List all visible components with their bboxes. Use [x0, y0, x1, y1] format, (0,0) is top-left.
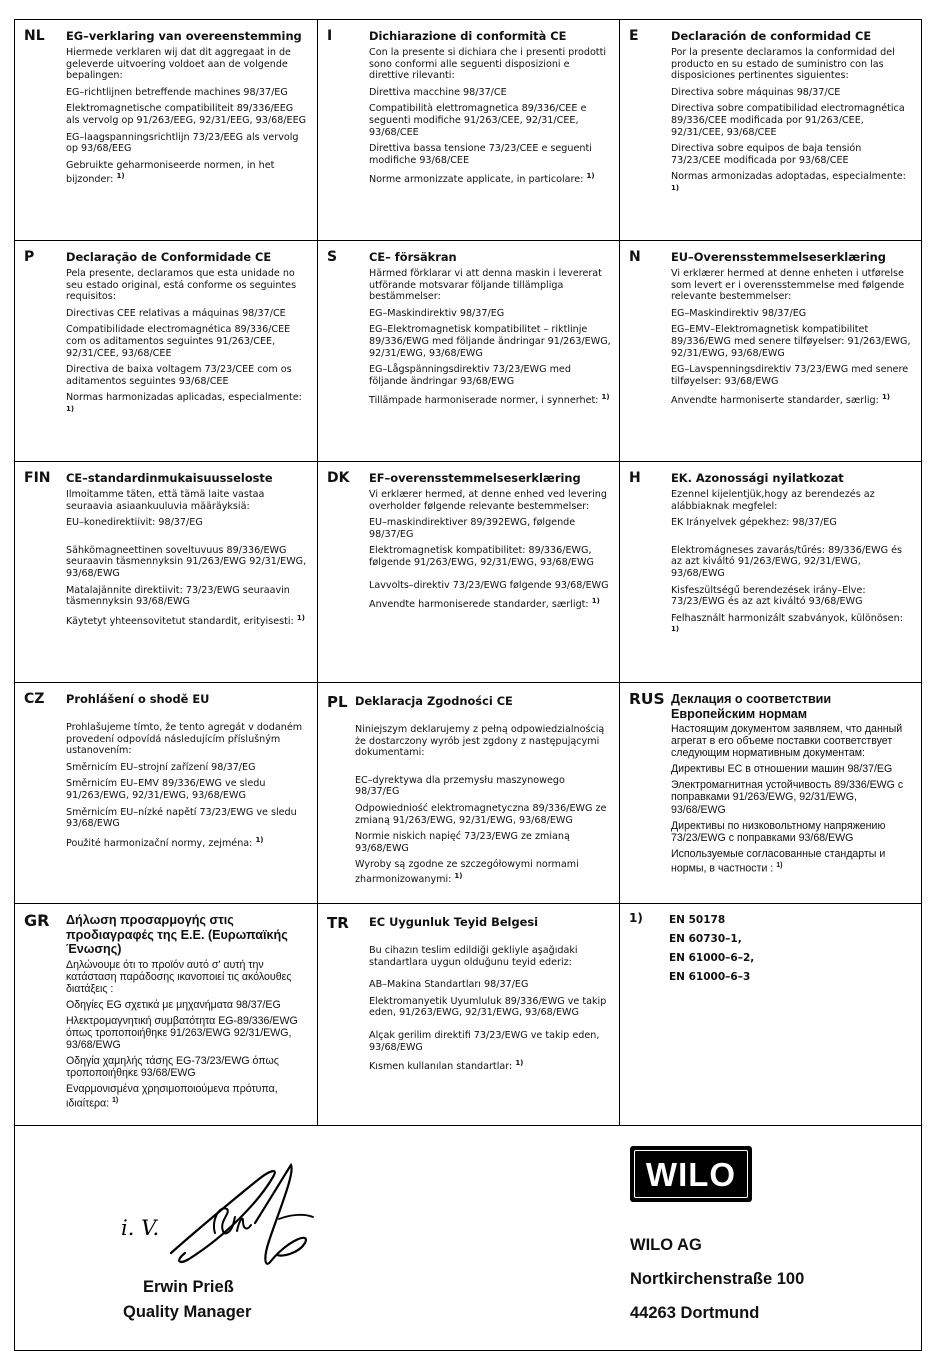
- directive-low-voltage: EG–laagspanningsrichtlijn 73/23/EEG als vervolg op 93/68/EEG: [66, 131, 299, 155]
- directive-low-voltage: Direttiva bassa tensione 73/23/CEE e seguenti modifiche 93/68/CEE: [369, 143, 592, 166]
- directive-machines: EU–maskindirektiver 89/392EWG, følgende 98/37/EG: [369, 517, 576, 540]
- directive-emc: Ηλεκτρομαγνητική συμβατότητα EG-89/336/EWG όπως τροποποιήθηκε 91/263/EWG 92/31/EWG, 93/68/EWG: [66, 1014, 298, 1052]
- cell-fin: [15, 462, 318, 683]
- company-city: 44263 Dortmund: [630, 1304, 760, 1322]
- directive-machines: EK Irányelvek gépekhez: 98/37/EG: [671, 517, 837, 529]
- footnote-ref: 1): [586, 172, 595, 181]
- cell-h: [620, 462, 921, 683]
- directive-emc: Elektromanyetik Uyumluluk 89/336/EWG ve takip eden, 91/263/EWG, 92/31/EWG, 93/68/EWG: [369, 995, 607, 1019]
- directive-machines: AB–Makina Standartları 98/37/EG: [369, 979, 529, 991]
- language-code: RUS: [629, 690, 665, 708]
- declaration-title: Declaração de Conformidade CE: [66, 250, 272, 264]
- footnote-ref: 1): [116, 172, 125, 181]
- directive-machines: EG–richtlijnen betreffende machines 98/37/EG: [66, 86, 288, 98]
- harmonized-standards: Используемые согласованные стандарты и нормы, в частности : $^{1)}$: [671, 847, 886, 875]
- declaration-title: EU–Overensstemmelseserklæring: [671, 250, 886, 264]
- declaration-title: Dichiarazione di conformità CE: [369, 29, 567, 43]
- standard-en-50178: EN 50178: [669, 914, 726, 926]
- intro-text: Hiermede verklaren wij dat dit aggregaat in de geleverde uitvoering voldoet aan de volgende bepalingen:: [66, 47, 291, 82]
- directive-emc: Směrnicím EU–EMV 89/336/EWG ve sledu 91/263/EWG, 92/31/EWG, 93/68/EWG: [66, 778, 266, 801]
- declaration-title: EK. Azonossági nyilatkozat: [671, 471, 844, 485]
- directive-low-voltage: Οδηγία χαμηλής τάσης EG-73/23/EWG όπως τροποποιήθηκε 93/68/EWG: [66, 1055, 279, 1080]
- harmonized-standards: Gebruikte geharmoniseerde normen, in het bijzonder: $^{1)}$: [66, 159, 275, 186]
- language-code: NL: [24, 28, 45, 44]
- declaration-title: CE–standardinmukaisuusseloste: [66, 471, 273, 485]
- directive-low-voltage: Normie niskich napięć 73/23/EWG ze zmianą 93/68/EWG: [355, 831, 570, 854]
- cell-pl: [318, 683, 620, 904]
- standard-en-61000-6-2: EN 61000–6–2,: [669, 952, 755, 964]
- directive-emc: Электромагнитная устойчивость 89/336/EWG с поправками 91/263/EWG, 92/31/EWG, 93/68/EWG: [671, 779, 904, 816]
- logo-text: WILO: [645, 1155, 737, 1193]
- cell-dk: [318, 462, 620, 683]
- cell-tr: [318, 904, 620, 1126]
- footnote-ref: 1): [601, 393, 610, 402]
- footnote-ref: 1): [776, 861, 783, 869]
- language-code: TR: [327, 914, 349, 932]
- harmonized-standards: Wyroby są zgodne ze szczegółowymi normami zharmonizowanymi: $^{1)}$: [355, 859, 579, 886]
- language-code: PL: [327, 693, 348, 711]
- directive-low-voltage: EG–Lavspenningsdirektiv 73/23/EWG med senere tilføyelser: 93/68/EWG: [671, 364, 909, 387]
- harmonized-standards: Anvendte harmoniserede standarder, særligt: $^{1)}$: [369, 597, 600, 611]
- cell-s: [318, 241, 620, 462]
- footnote-ref: 1): [112, 1097, 119, 1105]
- directive-low-voltage: EG–Lågspänningsdirektiv 73/23/EWG med följande ändringar 93/68/EWG: [369, 364, 571, 387]
- directive-low-voltage: Kisfeszültségű berendezések irány–Elve: 73/23/EWG és az azt kiváltó 93/68/EWG: [671, 584, 866, 608]
- directive-emc: Compatibilità elettromagnetica 89/336/CEE e seguenti modifiche 91/263/CEE, 92/31/CEE, 93/68/CEE: [369, 103, 587, 138]
- footnote-ref: 1): [66, 404, 75, 413]
- footnote-ref: 1): [881, 393, 891, 402]
- intro-text: Настоящим документом заявляем, что данный агрегат в его объеме поставки соответствует следующим нормативным документам:: [671, 723, 903, 760]
- directive-machines: Οδηγίες EG σχετικά με μηχανήματα 98/37/EG: [66, 998, 281, 1011]
- language-code: N: [629, 249, 641, 265]
- standard-en-60730-1: EN 60730–1,: [669, 933, 742, 945]
- directive-machines: Директивы EC в отношении машин 98/37/EG: [671, 763, 893, 776]
- signer-name: Erwin Prieß: [143, 1278, 234, 1296]
- directive-emc: Elektromagnetisk kompatibilitet: 89/336/EWG, følgende 91/263/EWG, 92/31/EWG, 93/68/EWG: [369, 545, 594, 568]
- intro-text: Ilmoitamme täten, että tämä laite vastaa seuraavia asiaankuuluvia määräyksiä:: [66, 489, 265, 512]
- intro-text: Vi erklærer hermed, at denne enhed ved levering overholder følgende relevante bestemmelser:: [369, 489, 607, 512]
- harmonized-standards: Normas armonizadas adoptadas, especialmente: $^{1)}$: [671, 171, 906, 192]
- wilo-logo: [630, 1146, 752, 1202]
- harmonized-standards: Εναρμονισμένα χρησιμοποιούμενα πρότυπα, ιδιαίτερα: $^{1)}$: [66, 1083, 278, 1110]
- directive-emc: Compatibilidade electromagnética 89/336/CEE com os aditamentos seguintes 91/263/CEE, 92/31/CEE, 93/68/CEE: [66, 324, 291, 359]
- cell-standards-footnote: [620, 904, 921, 1126]
- language-code: GR: [24, 911, 50, 930]
- directive-emc: EG–EMV–Elektromagnetisk kompatibilitet 89/336/EWG med senere tilføyelser: 91/263/EWG, 92/31/EWG, 93/68/EWG: [671, 324, 911, 359]
- directive-emc: Sähkömagneettinen soveltuvuus 89/336/EWG seuraavin täsmennyksin 91/263/EWG 92/31/EWG, 93/68/EWG: [66, 544, 307, 579]
- harmonized-standards: Norme armonizzate applicate, in particolare: $^{1)}$: [369, 172, 595, 186]
- cell-e: [620, 20, 921, 241]
- footnote-ref: 1): [454, 871, 463, 880]
- language-code: FIN: [24, 470, 51, 486]
- directive-emc: Odpowiedniość elektromagnetyczna 89/336/EWG ze zmianą 91/263/EWG, 92/31/EWG, 93/68/EWG: [355, 802, 607, 826]
- footnote-ref: 1): [671, 625, 680, 634]
- cell-i: [318, 20, 620, 241]
- cell-rus: [620, 683, 921, 904]
- signature-footer: [15, 1126, 921, 1350]
- intro-text: Härmed förklarar vi att denna maskin i levererat utförande motsvarar följande tillämpliga bestämmelser:: [369, 268, 602, 303]
- directive-low-voltage: Directiva sobre equipos de baja tensión 73/23/CEE modificada por 93/68/CEE: [671, 143, 862, 166]
- intro-text: Niniejszym deklarujemy z pełną odpowiedzialnością że dostarczony wyrób jest zgdony z następującymi dokumentami:: [355, 724, 605, 759]
- footnote-ref: 1): [591, 597, 600, 606]
- language-code: I: [327, 28, 333, 44]
- language-code: S: [327, 249, 338, 265]
- directive-machines: Směrnicím EU–strojní zařízení 98/37/EG: [66, 761, 256, 773]
- declaration-title: EC Uygunluk Teyid Belgesi: [369, 915, 539, 929]
- footnote-ref: 1): [515, 1059, 524, 1068]
- directive-low-voltage: Alçak gerilim direktifi 73/23/EWG ve takip eden, 93/68/EWG: [369, 1029, 600, 1053]
- directive-emc: Elektromágneses zavarás/tűrés: 89/336/EWG és az azt kiváltó 91/263/EWG, 92/31/EWG, 93/68/EWG: [671, 544, 902, 579]
- directive-low-voltage: Директивы по низковольтному напряжению 73/23/EWG с поправками 93/68/EWG: [671, 819, 886, 844]
- harmonized-standards: Käytetyt yhteensovitetut standardit, erityisesti: $^{1)}$: [66, 613, 305, 627]
- cell-cz: [15, 683, 318, 904]
- declaration-title: Prohlášení o shodě EU: [66, 692, 210, 706]
- intro-text: Δηλώνουμε ότι το προϊόν αυτό σ' αυτή την κατάσταση παράδοσης ικανοποιεί τις ακόλουθες διατάξεις :: [66, 958, 292, 995]
- language-code: P: [24, 249, 35, 265]
- declaration-sheet: [14, 19, 922, 1351]
- cell-n: [620, 241, 921, 462]
- language-grid: [15, 20, 921, 1126]
- intro-text: Con la presente si dichiara che i presenti prodotti sono conformi alle seguenti disposizioni e direttive rilevanti:: [369, 47, 606, 82]
- cell-gr: [15, 904, 318, 1126]
- declaration-title: Deklaracja Zgodności CE: [355, 694, 513, 708]
- declaration-title: Деклация о соответствии Европейским нормам: [671, 692, 832, 721]
- handwritten-signature: [119, 1161, 329, 1271]
- directive-machines: Directiva sobre máquinas 98/37/CE: [671, 86, 841, 98]
- harmonized-standards: Normas harmonizadas aplicadas, especialmente: $^{1)}$: [66, 392, 302, 413]
- directive-low-voltage: Lavvolts–direktiv 73/23/EWG følgende 93/68/EWG: [369, 579, 609, 591]
- directive-machines: Direttiva macchine 98/37/CE: [369, 86, 507, 98]
- harmonized-standards: Felhasznált harmonizált szabványok, különösen: $^{1)}$: [671, 612, 903, 634]
- standard-en-61000-6-3: EN 61000–6–3: [669, 971, 751, 983]
- footnote-ref: 1): [255, 835, 264, 844]
- directive-emc: EG–Elektromagnetisk kompatibilitet – riktlinje 89/336/EWG med följande ändringar 91/263/EWG, 92/31/EWG, 93/68/EWG: [369, 324, 611, 359]
- directive-emc: Elektromagnetische compatibiliteit 89/336/EEG als vervolg op 91/263/EEG, 92/31/EEG, 93/68/EEG: [66, 103, 307, 126]
- cell-p: [15, 241, 318, 462]
- language-code: E: [629, 28, 639, 44]
- intro-text: Por la presente declaramos la conformidad del producto en su estado de suministro con las disposiciones pertinentes siguientes:: [671, 47, 895, 82]
- language-code: DK: [327, 470, 350, 486]
- declaration-title: EF–overensstemmelseserklæring: [369, 471, 581, 485]
- cell-nl: [15, 20, 318, 241]
- footnote-marker: 1): [629, 911, 643, 925]
- intro-text: Bu cihazın teslim edildiği gekliyle aşağıdaki standartlara uygun olduğunu teyid ederiz:: [369, 945, 578, 968]
- directive-machines: Directivas CEE relativas a máquinas 98/37/CE: [66, 307, 286, 319]
- language-code: CZ: [24, 691, 45, 707]
- directive-emc: Directiva sobre compatibilidad electromagnética 89/336/CEE modificada por 91/263/CEE, 92/31/CEE, 93/68/CEE: [671, 103, 905, 138]
- directive-machines: EC–dyrektywa dla przemysłu maszynowego 98/37/EG: [355, 774, 565, 798]
- intro-text: Vi erklærer hermed at denne enheten i utførelse som levert er i overensstemmelse med følgende relevante bestemmelser:: [671, 268, 905, 303]
- declaration-title: Declaración de conformidad CE: [671, 29, 872, 43]
- directive-low-voltage: Matalajännite direktiivit: 73/23/EWG seuraavin täsmennyksin 93/68/EWG: [66, 584, 290, 608]
- signature-prefix: i. V.: [121, 1216, 160, 1240]
- company-name: WILO AG: [630, 1236, 702, 1254]
- directive-machines: EU–konedirektiivit: 98/37/EG: [66, 517, 203, 529]
- declaration-title: Δήλωση προσαρμογής στις προδιαγραφές της Ε.Ε. (Ευρωπαϊκής Ένωσης): [66, 913, 288, 956]
- intro-text: Pela presente, declaramos que esta unidade no seu estado original, está conforme os seguintes requisitos:: [66, 268, 297, 303]
- harmonized-standards: Tillämpade harmoniserade normer, i synnerhet: $^{1)}$: [369, 393, 610, 407]
- footnote-ref: 1): [296, 613, 305, 622]
- declaration-title: CE– försäkran: [369, 250, 457, 264]
- language-code: H: [629, 470, 641, 486]
- directive-machines: EG–Maskindirektiv 98/37/EG: [671, 307, 807, 319]
- harmonized-standards: Anvendte harmoniserte standarder, særlig: $^{1)}$: [671, 393, 891, 407]
- directive-low-voltage: Directiva de baixa voltagem 73/23/CEE com os aditamentos seguintes 93/68/CEE: [66, 364, 292, 387]
- harmonized-standards: Použité harmonizační normy, zejména: $^{1)}$: [66, 835, 264, 849]
- directive-machines: EG–Maskindirektiv 98/37/EG: [369, 307, 505, 319]
- intro-text: Prohlašujeme tímto, že tento agregát v dodaném provedení odpovídá následujícím příslušným ustanovením:: [66, 722, 303, 757]
- directive-low-voltage: Směrnicím EU–nízké napětí 73/23/EWG ve sledu 93/68/EWG: [66, 806, 297, 830]
- declaration-title: EG–verklaring van overeenstemming: [66, 29, 302, 43]
- company-street: Nortkirchenstraße 100: [630, 1270, 805, 1288]
- intro-text: Ezennel kijelentjük,hogy az berendezés az alábbiaknak megfelel:: [671, 489, 875, 512]
- harmonized-standards: Kısmen kullanılan standartlar: $^{1)}$: [369, 1059, 524, 1073]
- signer-role: Quality Manager: [123, 1303, 252, 1321]
- footnote-ref: 1): [671, 183, 680, 192]
